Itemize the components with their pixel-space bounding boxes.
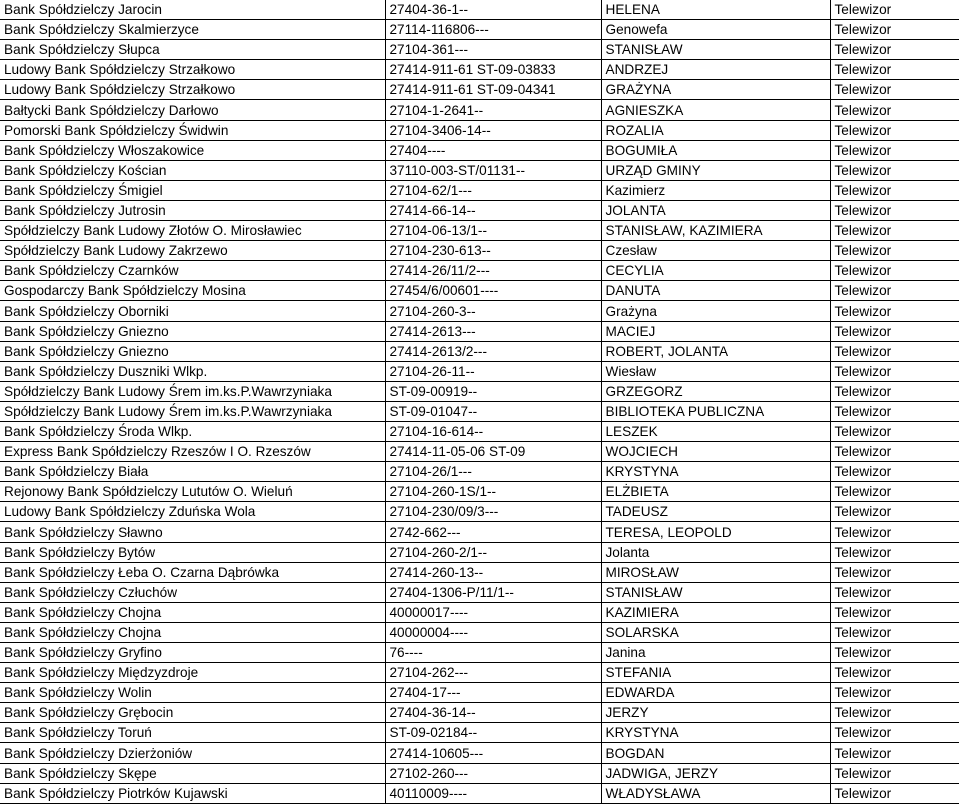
recipient-name-cell: DANUTA	[601, 281, 830, 301]
item-cell: Telewizor	[830, 502, 959, 522]
item-cell: Telewizor	[830, 643, 959, 663]
table-row	[0, 60, 959, 80]
bank-name-cell: Bank Spółdzielczy Bytów	[0, 542, 385, 562]
bank-name-cell: Bank Spółdzielczy Śmigiel	[0, 180, 385, 200]
bank-name-cell: Bank Spółdzielczy Gniezno	[0, 341, 385, 361]
recipient-name-cell: GRAŻYNA	[601, 80, 830, 100]
table-row	[0, 683, 959, 703]
bank-name-cell: Bank Spółdzielczy Międzyzdroje	[0, 663, 385, 683]
recipient-name-cell: MIROSŁAW	[601, 562, 830, 582]
recipient-name-cell: BOGDAN	[601, 743, 830, 763]
recipient-name-cell: Grażyna	[601, 301, 830, 321]
recipient-name-cell: WŁADYSŁAWA	[601, 783, 830, 803]
bank-name-cell: Bank Spółdzielczy Chojna	[0, 622, 385, 642]
account-code-cell: 27414-66-14--	[385, 200, 601, 220]
account-code-cell: 37110-003-ST/01131--	[385, 160, 601, 180]
table-row	[0, 622, 959, 642]
bank-name-cell: Spółdzielczy Bank Ludowy Śrem im.ks.P.Wawrzyniaka	[0, 401, 385, 421]
recipient-name-cell: STANISŁAW	[601, 40, 830, 60]
bank-name-cell: Bank Spółdzielczy Duszniki Wlkp.	[0, 361, 385, 381]
bank-name-cell: Bank Spółdzielczy Słupca	[0, 40, 385, 60]
item-cell: Telewizor	[830, 100, 959, 120]
recipient-name-cell: Kazimierz	[601, 180, 830, 200]
account-code-cell: 27414-10605---	[385, 743, 601, 763]
recipient-name-cell: ANDRZEJ	[601, 60, 830, 80]
recipient-name-cell: EDWARDA	[601, 683, 830, 703]
item-cell: Telewizor	[830, 60, 959, 80]
item-cell: Telewizor	[830, 482, 959, 502]
bank-name-cell: Bank Spółdzielczy Łeba O. Czarna Dąbrówka	[0, 562, 385, 582]
table-row	[0, 482, 959, 502]
table-row	[0, 663, 959, 683]
item-cell: Telewizor	[830, 200, 959, 220]
item-cell: Telewizor	[830, 562, 959, 582]
account-code-cell: 27414-11-05-06 ST-09	[385, 442, 601, 462]
account-code-cell: 27414-26/11/2---	[385, 261, 601, 281]
account-code-cell: 27102-260---	[385, 763, 601, 783]
item-cell: Telewizor	[830, 40, 959, 60]
table-row	[0, 120, 959, 140]
account-code-cell: 27404-36-1--	[385, 0, 601, 20]
item-cell: Telewizor	[830, 763, 959, 783]
table-row	[0, 381, 959, 401]
table-row	[0, 301, 959, 321]
bank-name-cell: Gospodarczy Bank Spółdzielczy Mosina	[0, 281, 385, 301]
bank-name-cell: Bank Spółdzielczy Jarocin	[0, 0, 385, 20]
table-row	[0, 442, 959, 462]
table-row	[0, 542, 959, 562]
account-code-cell: 27414-2613/2---	[385, 341, 601, 361]
table-row	[0, 763, 959, 783]
table-row	[0, 20, 959, 40]
account-code-cell: 27414-911-61 ST-09-03833	[385, 60, 601, 80]
account-code-cell: 27104-260-1S/1--	[385, 482, 601, 502]
table-row	[0, 723, 959, 743]
bank-name-cell: Bank Spółdzielczy Biała	[0, 462, 385, 482]
recipient-name-cell: JADWIGA, JERZY	[601, 763, 830, 783]
table-row	[0, 281, 959, 301]
account-code-cell: 27104-26/1---	[385, 462, 601, 482]
recipient-name-cell: GRZEGORZ	[601, 381, 830, 401]
bank-name-cell: Bank Spółdzielczy Toruń	[0, 723, 385, 743]
table-row	[0, 703, 959, 723]
account-code-cell: 27104-230/09/3---	[385, 502, 601, 522]
account-code-cell: 27104-262---	[385, 663, 601, 683]
account-code-cell: 27104-260-3--	[385, 301, 601, 321]
recipient-name-cell: JERZY	[601, 703, 830, 723]
item-cell: Telewizor	[830, 743, 959, 763]
bank-name-cell: Bank Spółdzielczy Gniezno	[0, 321, 385, 341]
recipient-name-cell: STEFANIA	[601, 663, 830, 683]
account-code-cell: ST-09-02184--	[385, 723, 601, 743]
bank-name-cell: Spółdzielczy Bank Ludowy Śrem im.ks.P.Wawrzyniaka	[0, 381, 385, 401]
account-code-cell: 40000017----	[385, 602, 601, 622]
item-cell: Telewizor	[830, 522, 959, 542]
item-cell: Telewizor	[830, 542, 959, 562]
account-code-cell: 40000004----	[385, 622, 601, 642]
recipient-name-cell: BOGUMIŁA	[601, 140, 830, 160]
bank-name-cell: Bank Spółdzielczy Chojna	[0, 602, 385, 622]
recipient-name-cell: Wiesław	[601, 361, 830, 381]
bank-name-cell: Bank Spółdzielczy Człuchów	[0, 582, 385, 602]
bank-name-cell: Bank Spółdzielczy Skalmierzyce	[0, 20, 385, 40]
account-code-cell: 27404----	[385, 140, 601, 160]
item-cell: Telewizor	[830, 582, 959, 602]
bank-name-cell: Bank Spółdzielczy Gryfino	[0, 643, 385, 663]
account-code-cell: 27104-06-13/1--	[385, 221, 601, 241]
account-code-cell: 40110009----	[385, 783, 601, 803]
table-row	[0, 582, 959, 602]
table-row	[0, 0, 959, 20]
recipient-name-cell: CECYLIA	[601, 261, 830, 281]
item-cell: Telewizor	[830, 241, 959, 261]
bank-name-cell: Express Bank Spółdzielczy Rzeszów I O. Rzeszów	[0, 442, 385, 462]
bank-name-cell: Bank Spółdzielczy Grębocin	[0, 703, 385, 723]
table-row	[0, 502, 959, 522]
account-code-cell: 27414-911-61 ST-09-04341	[385, 80, 601, 100]
item-cell: Telewizor	[830, 442, 959, 462]
account-code-cell: 27404-17---	[385, 683, 601, 703]
bank-name-cell: Bałtycki Bank Spółdzielczy Darłowo	[0, 100, 385, 120]
item-cell: Telewizor	[830, 80, 959, 100]
account-code-cell: 76----	[385, 643, 601, 663]
table-row	[0, 401, 959, 421]
table-row	[0, 180, 959, 200]
account-code-cell: 27104-361---	[385, 40, 601, 60]
bank-name-cell: Bank Spółdzielczy Oborniki	[0, 301, 385, 321]
recipient-name-cell: TADEUSZ	[601, 502, 830, 522]
item-cell: Telewizor	[830, 622, 959, 642]
table-row	[0, 522, 959, 542]
item-cell: Telewizor	[830, 663, 959, 683]
recipient-name-cell: URZĄD GMINY	[601, 160, 830, 180]
recipient-name-cell: AGNIESZKA	[601, 100, 830, 120]
table-row	[0, 462, 959, 482]
recipient-name-cell: KAZIMIERA	[601, 602, 830, 622]
bank-name-cell: Rejonowy Bank Spółdzielczy Lututów O. Wieluń	[0, 482, 385, 502]
recipient-name-cell: SOLARSKA	[601, 622, 830, 642]
item-cell: Telewizor	[830, 683, 959, 703]
bank-name-cell: Ludowy Bank Spółdzielczy Zduńska Wola	[0, 502, 385, 522]
item-cell: Telewizor	[830, 341, 959, 361]
account-code-cell: 27454/6/00601----	[385, 281, 601, 301]
item-cell: Telewizor	[830, 120, 959, 140]
recipient-name-cell: Genowefa	[601, 20, 830, 40]
table-row	[0, 361, 959, 381]
account-code-cell: 27414-260-13--	[385, 562, 601, 582]
item-cell: Telewizor	[830, 703, 959, 723]
bank-name-cell: Ludowy Bank Spółdzielczy Strzałkowo	[0, 60, 385, 80]
recipient-name-cell: ELŻBIETA	[601, 482, 830, 502]
table-row	[0, 321, 959, 341]
account-code-cell: 2742-662---	[385, 522, 601, 542]
table-row	[0, 562, 959, 582]
recipient-name-cell: KRYSTYNA	[601, 723, 830, 743]
bank-name-cell: Bank Spółdzielczy Włoszakowice	[0, 140, 385, 160]
item-cell: Telewizor	[830, 321, 959, 341]
bank-name-cell: Bank Spółdzielczy Czarnków	[0, 261, 385, 281]
recipient-name-cell: Jolanta	[601, 542, 830, 562]
table-row	[0, 261, 959, 281]
item-cell: Telewizor	[830, 261, 959, 281]
item-cell: Telewizor	[830, 723, 959, 743]
bank-name-cell: Bank Spółdzielczy Jutrosin	[0, 200, 385, 220]
item-cell: Telewizor	[830, 401, 959, 421]
recipient-name-cell: LESZEK	[601, 421, 830, 441]
bank-name-cell: Bank Spółdzielczy Dzierżoniów	[0, 743, 385, 763]
bank-name-cell: Bank Spółdzielczy Skępe	[0, 763, 385, 783]
table-row	[0, 100, 959, 120]
recipient-name-cell: ROZALIA	[601, 120, 830, 140]
bank-name-cell: Spółdzielczy Bank Ludowy Złotów O. Mirosławiec	[0, 221, 385, 241]
item-cell: Telewizor	[830, 0, 959, 20]
recipient-name-cell: STANISŁAW, KAZIMIERA	[601, 221, 830, 241]
bank-name-cell: Bank Spółdzielczy Sławno	[0, 522, 385, 542]
recipient-name-cell: KRYSTYNA	[601, 462, 830, 482]
item-cell: Telewizor	[830, 281, 959, 301]
account-code-cell: 27104-230-613--	[385, 241, 601, 261]
bank-name-cell: Bank Spółdzielczy Piotrków Kujawski	[0, 783, 385, 803]
account-code-cell: 27104-1-2641--	[385, 100, 601, 120]
recipient-name-cell: ROBERT, JOLANTA	[601, 341, 830, 361]
item-cell: Telewizor	[830, 381, 959, 401]
bank-name-cell: Pomorski Bank Spółdzielczy Świdwin	[0, 120, 385, 140]
table-row	[0, 743, 959, 763]
item-cell: Telewizor	[830, 462, 959, 482]
table-row	[0, 643, 959, 663]
account-code-cell: ST-09-00919--	[385, 381, 601, 401]
account-code-cell: 27104-3406-14--	[385, 120, 601, 140]
table-row	[0, 80, 959, 100]
recipient-name-cell: TERESA, LEOPOLD	[601, 522, 830, 542]
item-cell: Telewizor	[830, 20, 959, 40]
recipient-name-cell: HELENA	[601, 0, 830, 20]
table-row	[0, 421, 959, 441]
table-row	[0, 200, 959, 220]
bank-name-cell: Ludowy Bank Spółdzielczy Strzałkowo	[0, 80, 385, 100]
item-cell: Telewizor	[830, 160, 959, 180]
item-cell: Telewizor	[830, 180, 959, 200]
account-code-cell: 27404-1306-P/11/1--	[385, 582, 601, 602]
account-code-cell: 27404-36-14--	[385, 703, 601, 723]
table-row	[0, 160, 959, 180]
bank-name-cell: Bank Spółdzielczy Wolin	[0, 683, 385, 703]
bank-name-cell: Spółdzielczy Bank Ludowy Zakrzewo	[0, 241, 385, 261]
item-cell: Telewizor	[830, 221, 959, 241]
account-code-cell: 27104-62/1---	[385, 180, 601, 200]
bank-name-cell: Bank Spółdzielczy Kościan	[0, 160, 385, 180]
item-cell: Telewizor	[830, 301, 959, 321]
account-code-cell: 27104-16-614--	[385, 421, 601, 441]
recipient-name-cell: BIBLIOTEKA PUBLICZNA	[601, 401, 830, 421]
table-row	[0, 783, 959, 803]
item-cell: Telewizor	[830, 783, 959, 803]
recipient-name-cell: WOJCIECH	[601, 442, 830, 462]
recipient-name-cell: MACIEJ	[601, 321, 830, 341]
recipient-name-cell: STANISŁAW	[601, 582, 830, 602]
account-code-cell: 27114-116806---	[385, 20, 601, 40]
item-cell: Telewizor	[830, 140, 959, 160]
recipient-name-cell: Janina	[601, 643, 830, 663]
recipient-name-cell: Czesław	[601, 241, 830, 261]
table-row	[0, 241, 959, 261]
table-row	[0, 40, 959, 60]
table-row	[0, 140, 959, 160]
account-code-cell: ST-09-01047--	[385, 401, 601, 421]
table-row	[0, 221, 959, 241]
account-code-cell: 27104-26-11--	[385, 361, 601, 381]
account-code-cell: 27414-2613---	[385, 321, 601, 341]
item-cell: Telewizor	[830, 602, 959, 622]
recipient-name-cell: JOLANTA	[601, 200, 830, 220]
account-code-cell: 27104-260-2/1--	[385, 542, 601, 562]
table-row	[0, 602, 959, 622]
item-cell: Telewizor	[830, 421, 959, 441]
item-cell: Telewizor	[830, 361, 959, 381]
table-row	[0, 341, 959, 361]
bank-name-cell: Bank Spółdzielczy Środa Wlkp.	[0, 421, 385, 441]
